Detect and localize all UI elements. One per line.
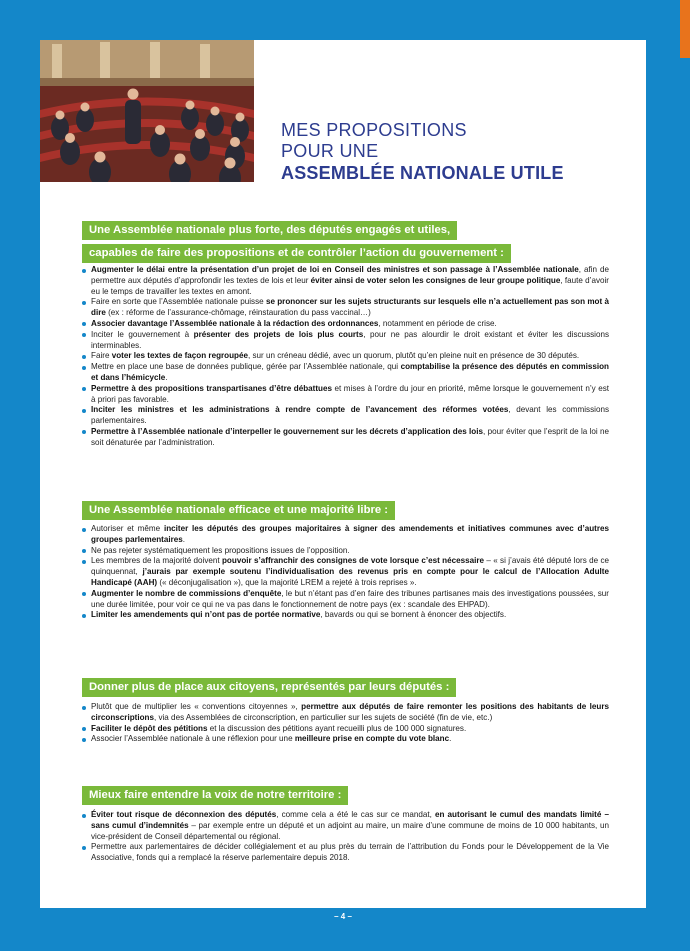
bullet-item: Associer davantage l’Assemblée nationale à la rédaction des ordonnances, notamment en période de crise. [81, 319, 609, 330]
bullet-item: Plutôt que de multiplier les « conventions citoyennes », permettre aux députés de faire remonter les positions des habitants de leurs circonscriptions, via des Assemblées de circonscription, en particulier sur les sujets de société (fin de vie, etc.) [81, 702, 609, 724]
bullet-item: Augmenter le délai entre la présentation d’un projet de loi en Conseil des ministres et son passage à l’Assemblée nationale, afin de permettre aux députés d’approfondir les textes de lois et leur éviter ainsi de voter selon les consignes de leur groupe politique, faute d’avoir eu le temps de travailler les textes en amont. [81, 265, 609, 297]
section-list [81, 524, 609, 621]
bullet-item: Éviter tout risque de déconnexion des députés, comme cela a été le cas sur ce mandat, en autorisant le cumul des mandats limité – sans cumul d’indemnités – par exemple entre un député et un adjoint au maire, un maire d’une commune de moins de 10 000 habitants, un vice-président de Conseil départemental ou régional. [81, 810, 609, 842]
page-sheet [40, 40, 646, 921]
assembly-photo [40, 40, 254, 182]
section-heading-line: Une Assemblée nationale efficace et une majorité libre : [82, 501, 395, 520]
section-3-heading [82, 677, 456, 700]
section-1-heading [82, 220, 511, 266]
section-list [81, 810, 609, 864]
bullet-item: Permettre à des propositions transpartisanes d’être débattues et mises à l’ordre du jour en priorité, même lorsque le gouvernement n’y est à priori pas favorable. [81, 384, 609, 406]
bullet-item: Ne pas rejeter systématiquement les propositions issues de l’opposition. [81, 546, 609, 557]
bullet-item: Augmenter le nombre de commissions d’enquête, le but n’étant pas d’en faire des tribunes partisanes mais des investigations poussées, sur une durée limitée, pour voir ce qui ne va pas dans le fonctionnement de notre pays (ex : scandale des EHPAD). [81, 589, 609, 611]
page-number: – 4 – [334, 912, 352, 921]
section-4-heading [82, 785, 348, 808]
section-heading-line: Mieux faire entendre la voix de notre territoire : [82, 786, 348, 805]
section-2-heading [82, 500, 395, 523]
bullet-item: Mettre en place une base de données publique, gérée par l’Assemblée nationale, qui comptabilise la présence des députés en commission et dans l’hémicycle. [81, 362, 609, 384]
title-line-1: MES PROPOSITIONS [281, 120, 467, 140]
bullet-item: Faire en sorte que l’Assemblée nationale puisse se prononcer sur les sujets structurants sur lesquels elle n’a actuellement pas son mot à dire (ex : réforme de l’assurance-chômage, réinstauration du pass vaccinal…) [81, 297, 609, 319]
title-block [281, 120, 564, 184]
section-heading-line: capables de faire des propositions et de contrôler l’action du gouvernement : [82, 244, 511, 263]
bullet-item: Faire voter les textes de façon regroupée, sur un créneau dédié, avec un quorum, plutôt qu’en pleine nuit en présence de 30 députés. [81, 351, 609, 362]
bullet-item: Inciter le gouvernement à présenter des projets de lois plus courts, pour ne pas alourdir le droit existant et éviter les discussions interminables. [81, 330, 609, 352]
section-list [81, 702, 609, 745]
title-line-3: ASSEMBLÉE NATIONALE UTILE [281, 163, 564, 183]
bullet-item: Permettre à l’Assemblée nationale d’interpeller le gouvernement sur les décrets d’application des lois, pour éviter que l’esprit de la loi ne soit dénaturée par l’administration. [81, 427, 609, 449]
bullet-item: Limiter les amendements qui n’ont pas de portée normative, bavards ou qui se bornent à énoncer des objectifs. [81, 610, 609, 621]
bullet-item: Faciliter le dépôt des pétitions et la discussion des pétitions ayant recueilli plus de 100 000 signatures. [81, 724, 609, 735]
bullet-item: Les membres de la majorité doivent pouvoir s’affranchir des consignes de vote lorsque c’est nécessaire – « si j’avais été député lors de ce quinquennat, j’aurais par exemple soutenu l’individualisation des revenus pris en compte pour le calcul de l’Allocation Adulte Handicapé (AAH) (« déconjugalisation »), que la majorité LREM a rejeté à trois reprises ». [81, 556, 609, 588]
orange-corner-tab [680, 0, 690, 58]
bullet-item: Permettre aux parlementaires de décider collégialement et au plus près du terrain de l’attribution du Fonds pour le Développement de la Vie Associative, fonds qui a remplacé la réserve parlementaire depuis 2018. [81, 842, 609, 864]
bullet-item: Associer l’Assemblée nationale à une réflexion pour une meilleure prise en compte du vote blanc. [81, 734, 609, 745]
bullet-item: Autoriser et même inciter les députés des groupes majoritaires à signer des amendements et initiatives communes avec d’autres groupes parlementaires. [81, 524, 609, 546]
section-list [81, 265, 609, 449]
section-heading-line: Une Assemblée nationale plus forte, des députés engagés et utiles, [82, 221, 457, 240]
section-heading-line: Donner plus de place aux citoyens, représentés par leurs députés : [82, 678, 456, 697]
title-line-2: POUR UNE [281, 141, 379, 161]
bullet-item: Inciter les ministres et les administrations à rendre compte de l’avancement des réformes votées, devant les commissions parlementaires. [81, 405, 609, 427]
